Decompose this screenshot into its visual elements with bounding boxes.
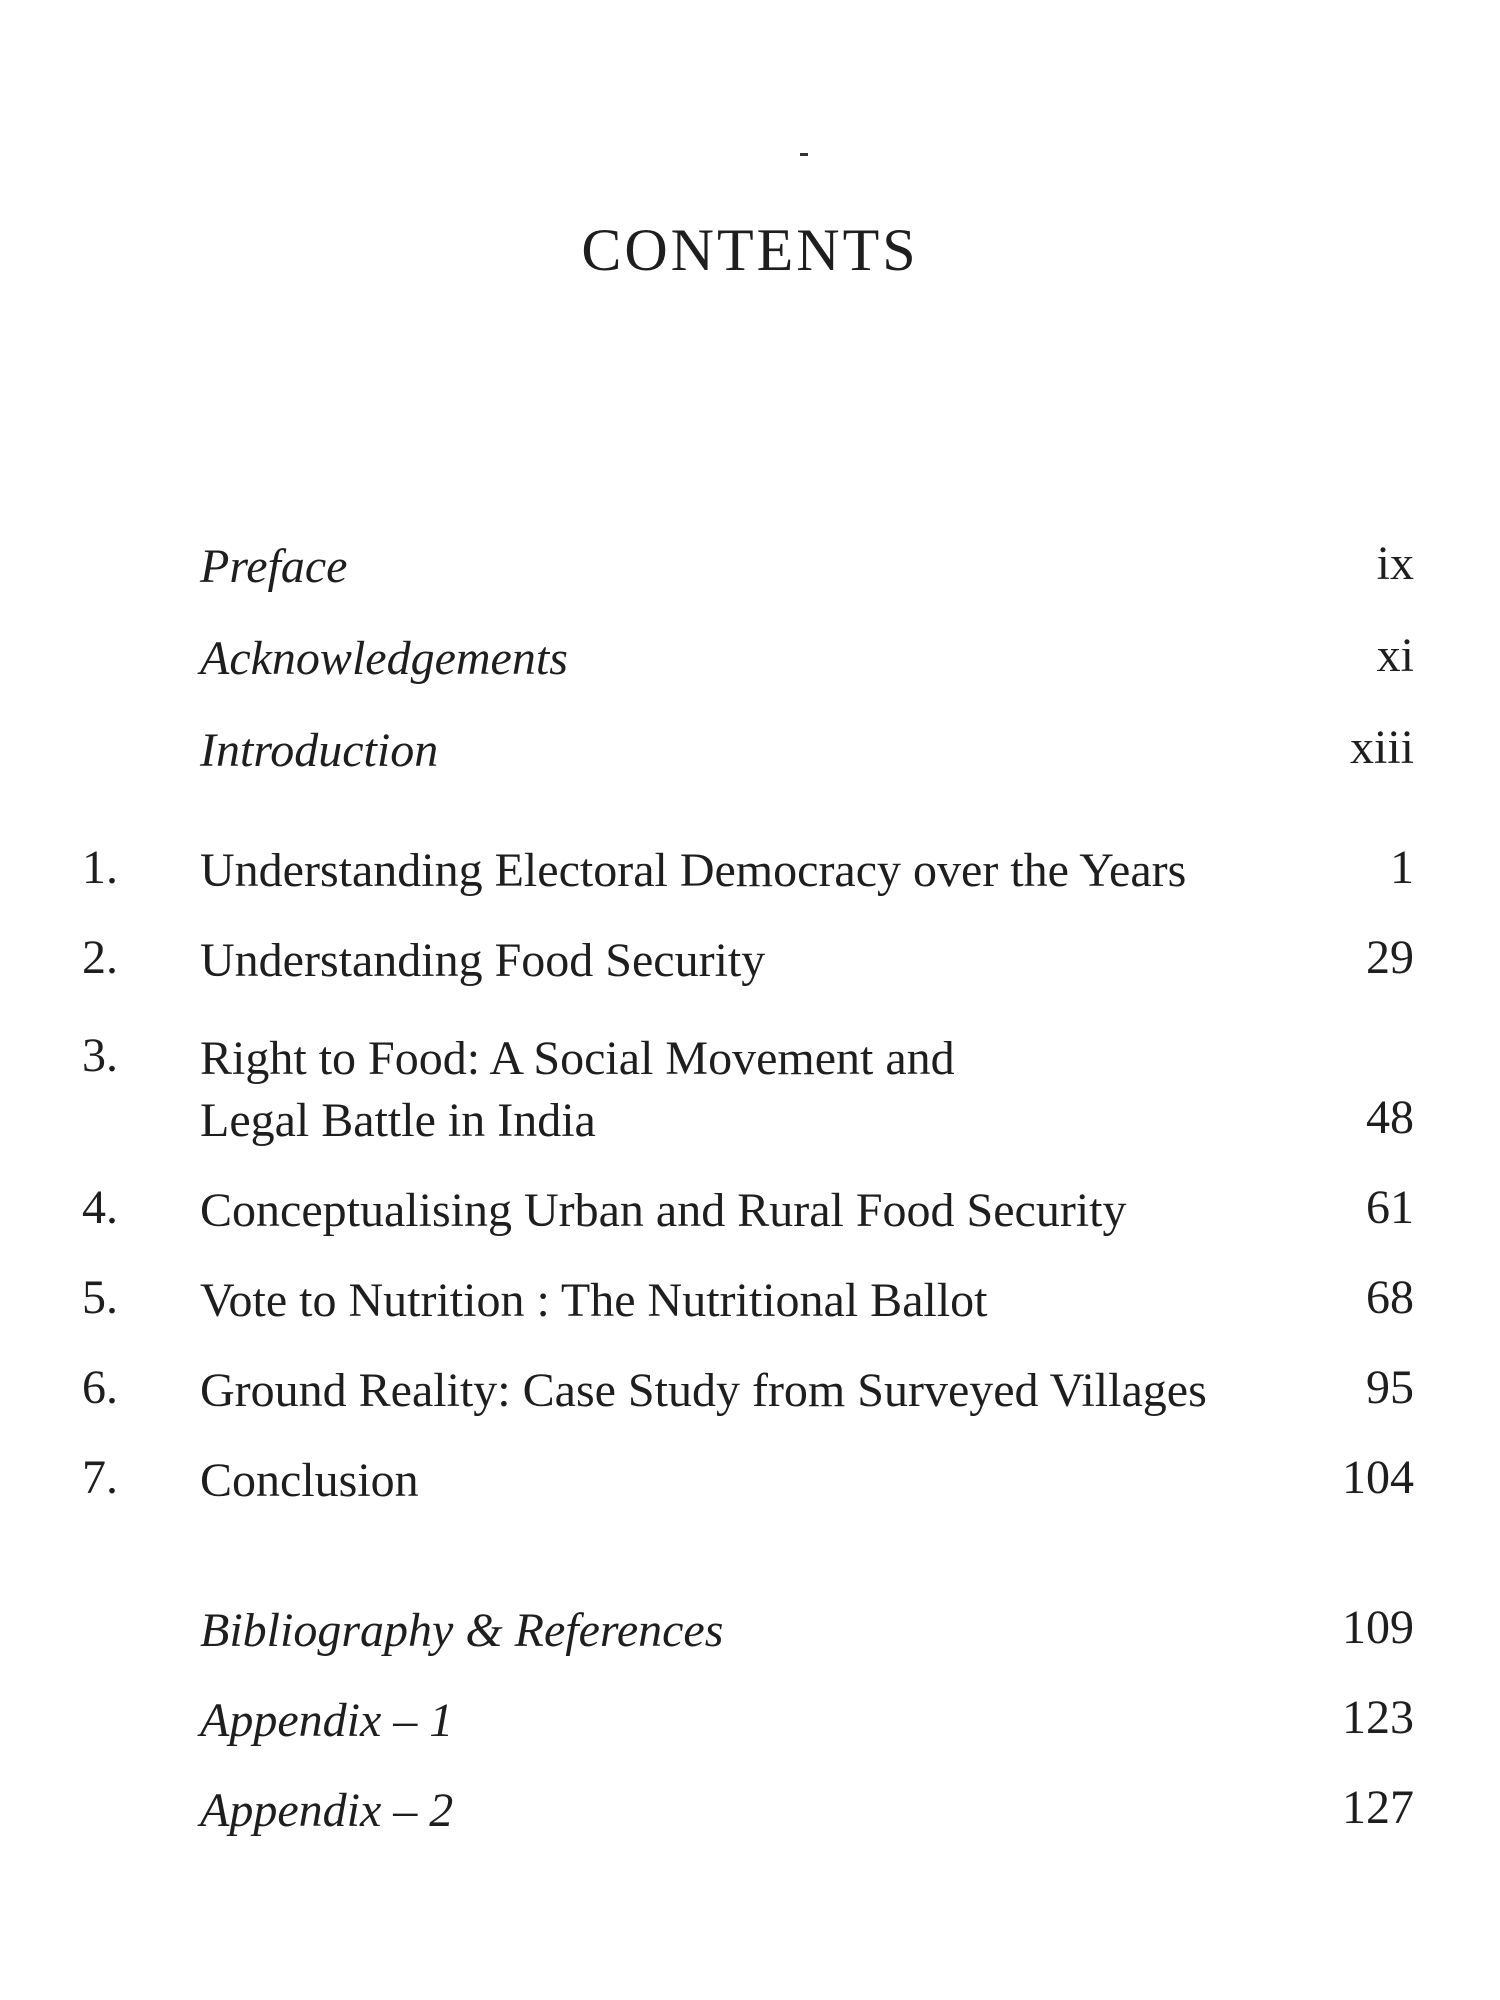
toc-entry-label: Preface — [200, 540, 348, 593]
toc-entry-label: Ground Reality: Case Study from Surveyed Villages — [200, 1364, 1207, 1417]
chapter-number: 1. — [82, 841, 118, 894]
toc-page-number: xi — [1376, 629, 1414, 682]
chapter-number: 5. — [82, 1271, 118, 1324]
toc-entry-label: Vote to Nutrition : The Nutritional Ballot — [200, 1274, 988, 1327]
chapter-number: 7. — [82, 1451, 118, 1504]
toc-entry-label — [200, 1028, 1330, 1152]
toc-entry-label: Conclusion — [200, 1454, 419, 1507]
toc-entry-label: Acknowledgements — [200, 632, 568, 685]
toc-entry-label: Understanding Food Security — [200, 934, 766, 987]
toc-entry-label-line-2: Legal Battle in India — [200, 1094, 596, 1147]
toc-page-number: xiii — [1349, 721, 1414, 774]
toc-entry-label: Introduction — [200, 724, 439, 777]
toc-page-number: 48 — [1366, 1091, 1414, 1144]
toc-entry-label: Conceptualising Urban and Rural Food Security — [200, 1184, 1127, 1237]
toc-page-number: ix — [1376, 537, 1414, 590]
toc-page-number: 1 — [1390, 841, 1414, 894]
toc-page-number: 109 — [1342, 1601, 1414, 1654]
toc-entry-label: Appendix – 1 — [200, 1694, 454, 1747]
toc-entry-label-line-1: Right to Food: A Social Movement and — [200, 1032, 955, 1085]
page-title: CONTENTS — [581, 217, 919, 283]
toc-page-number: 127 — [1342, 1781, 1414, 1834]
toc-page-number: 95 — [1366, 1361, 1414, 1414]
chapter-number: 2. — [82, 931, 118, 984]
toc-page-number: 123 — [1342, 1691, 1414, 1744]
toc-page-number: 29 — [1366, 931, 1414, 984]
toc-page-number: 104 — [1342, 1451, 1414, 1504]
chapter-number: 6. — [82, 1361, 118, 1414]
print-speck — [800, 153, 808, 156]
toc-page-number: 61 — [1366, 1181, 1414, 1234]
chapter-number: 3. — [82, 1029, 118, 1082]
toc-entry-label: Appendix – 2 — [200, 1784, 454, 1837]
toc-entry-label: Understanding Electoral Democracy over the Years — [200, 844, 1187, 897]
chapter-number: 4. — [82, 1181, 118, 1234]
toc-page-number: 68 — [1366, 1271, 1414, 1324]
toc-entry-label: Bibliography & References — [200, 1604, 724, 1657]
